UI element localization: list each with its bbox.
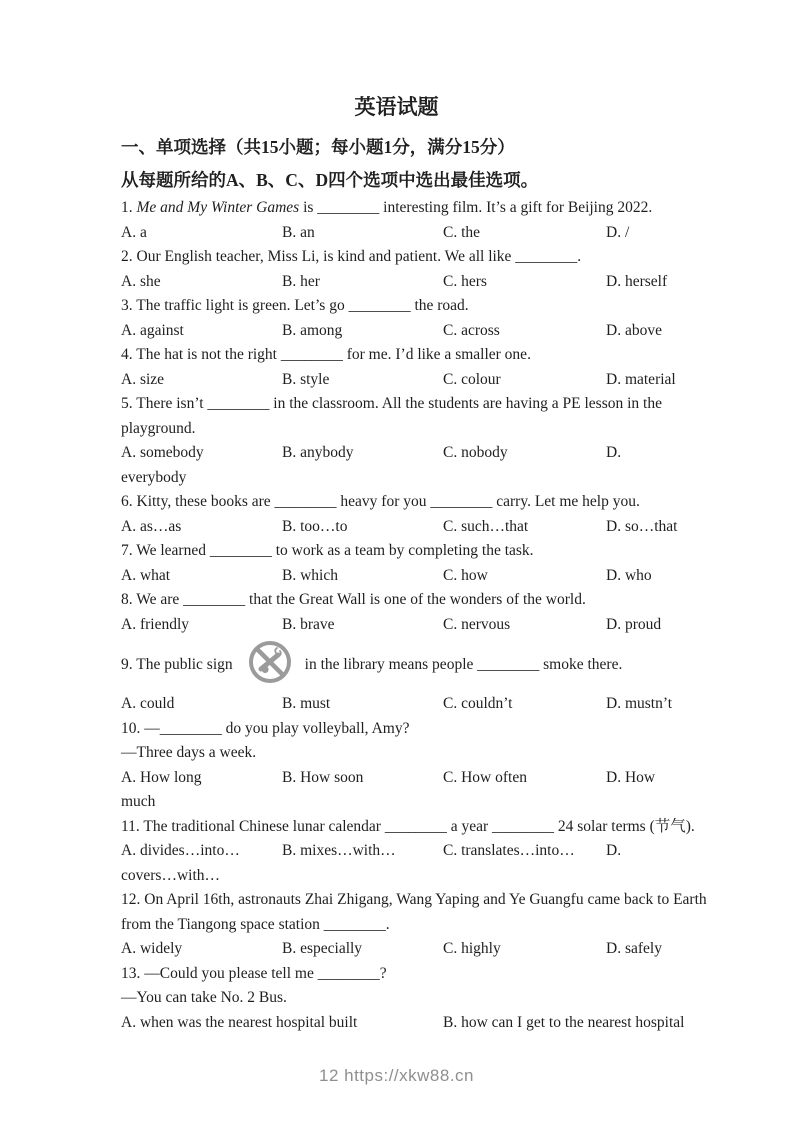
option-d: D. How — [606, 768, 656, 786]
question-10-option-d-overflow: much — [121, 793, 156, 810]
option-a: A. widely — [121, 940, 183, 957]
option-a: A. friendly — [121, 615, 190, 633]
q9-text-before: 9. The public sign — [121, 655, 233, 673]
option-b: B. which — [282, 566, 338, 584]
question-4-stem: 4. The hat is not the right ________ for me. I’d like a smaller one. — [121, 346, 531, 363]
option-b: B. among — [282, 321, 343, 339]
option-a: A. what — [121, 566, 171, 584]
no-smoking-icon — [247, 639, 293, 690]
option-b: B. How soon — [282, 768, 364, 786]
option-d: D. so…that — [606, 517, 678, 535]
question-7-stem: 7. We learned ________ to work as a team by completing the task. — [121, 542, 534, 559]
option-d: D. above — [606, 321, 662, 339]
option-a: A. How long — [121, 768, 202, 786]
option-c: C. colour — [443, 370, 501, 388]
q1-film-title: Me and My Winter Games — [136, 199, 300, 216]
option-d: D. / — [606, 223, 630, 241]
option-a: A. could — [121, 695, 175, 712]
option-c: C. nobody — [443, 444, 508, 461]
option-b: B. especially — [282, 940, 363, 957]
question-3-stem: 3. The traffic light is green. Let’s go ________ the road. — [121, 297, 469, 314]
option-c: C. How often — [443, 768, 527, 786]
question-11-option-d-overflow: covers…with… — [121, 866, 221, 884]
question-list — [121, 196, 707, 1035]
question-11-options — [121, 839, 672, 864]
option-b: B. how can I get to the nearest hospital — [443, 1013, 685, 1031]
option-b: B. brave — [282, 615, 335, 633]
question-12-stem-line2: from the Tiangong space station ________. — [121, 915, 390, 933]
q1-rest: is ________ interesting film. It’s a gift for Beijing 2022. — [299, 199, 653, 216]
option-d: D. material — [606, 370, 676, 388]
option-a: A. against — [121, 321, 184, 339]
section-heading: 一、单项选择（共15小题；每小题1分，满分15分） — [121, 137, 515, 157]
question-10-stem-line1: 10. —________ do you play volleyball, Amy? — [121, 719, 410, 737]
option-a: A. divides…into… — [121, 842, 240, 859]
option-b: B. must — [282, 695, 331, 712]
option-a: A. size — [121, 370, 165, 388]
option-c: C. such…that — [443, 517, 529, 535]
exam-content — [121, 94, 707, 1035]
question-5-options — [121, 441, 672, 466]
option-d: D. safely — [606, 940, 662, 957]
question-10-options — [121, 766, 672, 791]
option-a: A. when was the nearest hospital built — [121, 1013, 358, 1031]
section-instruction: 从每题所给的A、B、C、D四个选项中选出最佳选项。 — [121, 170, 539, 190]
option-d: D. mustn’t — [606, 695, 673, 712]
option-b: B. style — [282, 370, 330, 388]
question-13-options — [121, 1011, 685, 1036]
q1-prefix: 1. — [121, 199, 137, 216]
question-6-stem: 6. Kitty, these books are ________ heavy for you ________ carry. Let me help you. — [121, 493, 640, 510]
option-d: D. herself — [606, 272, 668, 290]
question-6-options — [121, 515, 678, 540]
page-footer-url: 12 https://xkw88.cn — [318, 1066, 475, 1085]
question-8-options — [121, 613, 672, 638]
option-d: D. — [606, 842, 622, 859]
question-1-stem — [121, 196, 672, 221]
option-d: D. — [606, 444, 622, 461]
option-c: C. the — [443, 223, 481, 241]
option-b: B. too…to — [282, 517, 348, 535]
question-5-option-d-overflow: everybody — [121, 468, 187, 486]
option-b: B. mixes…with… — [282, 842, 396, 859]
question-7-options — [121, 564, 672, 589]
option-c: C. couldn’t — [443, 695, 513, 712]
option-c: C. nervous — [443, 615, 511, 633]
question-9-stem — [121, 637, 672, 692]
question-5-stem-line2: playground. — [121, 419, 196, 437]
option-a: A. a — [121, 223, 147, 241]
option-b: B. anybody — [282, 444, 354, 461]
question-1-options — [121, 221, 672, 246]
option-a: A. she — [121, 272, 161, 290]
option-d: D. who — [606, 566, 652, 584]
question-10-stem-line2: —Three days a week. — [121, 744, 257, 761]
option-d: D. proud — [606, 615, 662, 633]
page-title: 英语试题 — [354, 95, 439, 119]
option-a: A. somebody — [121, 444, 204, 461]
question-2-options — [121, 270, 672, 295]
option-b: B. an — [282, 223, 315, 241]
question-3-options — [121, 319, 672, 344]
question-12-options — [121, 937, 672, 962]
question-4-options — [121, 368, 676, 393]
question-13-stem-line1: 13. —Could you please tell me ________? — [121, 964, 387, 982]
question-9-options — [121, 692, 672, 717]
option-b: B. her — [282, 272, 320, 290]
question-13-stem-line2: —You can take No. 2 Bus. — [121, 989, 287, 1006]
q9-text-after: in the library means people ________ smoke there. — [304, 655, 623, 673]
question-12-stem-line1: 12. On April 16th, astronauts Zhai Zhigang, Wang Yaping and Ye Guangfu came back to Earth — [121, 891, 707, 908]
question-11-stem: 11. The traditional Chinese lunar calendar ________ a year ________ 24 solar terms (节气). — [121, 817, 695, 835]
option-c: C. across — [443, 321, 500, 339]
option-a: A. as…as — [121, 517, 182, 535]
option-c: C. translates…into… — [443, 842, 575, 859]
option-c: C. how — [443, 566, 488, 584]
option-c: C. highly — [443, 940, 501, 957]
question-8-stem: 8. We are ________ that the Great Wall is one of the wonders of the world. — [121, 591, 586, 608]
question-5-stem-line1: 5. There isn’t ________ in the classroom. All the students are having a PE lesson in the — [121, 395, 662, 412]
question-2-stem: 2. Our English teacher, Miss Li, is kind and patient. We all like ________. — [121, 248, 582, 265]
option-c: C. hers — [443, 272, 487, 290]
